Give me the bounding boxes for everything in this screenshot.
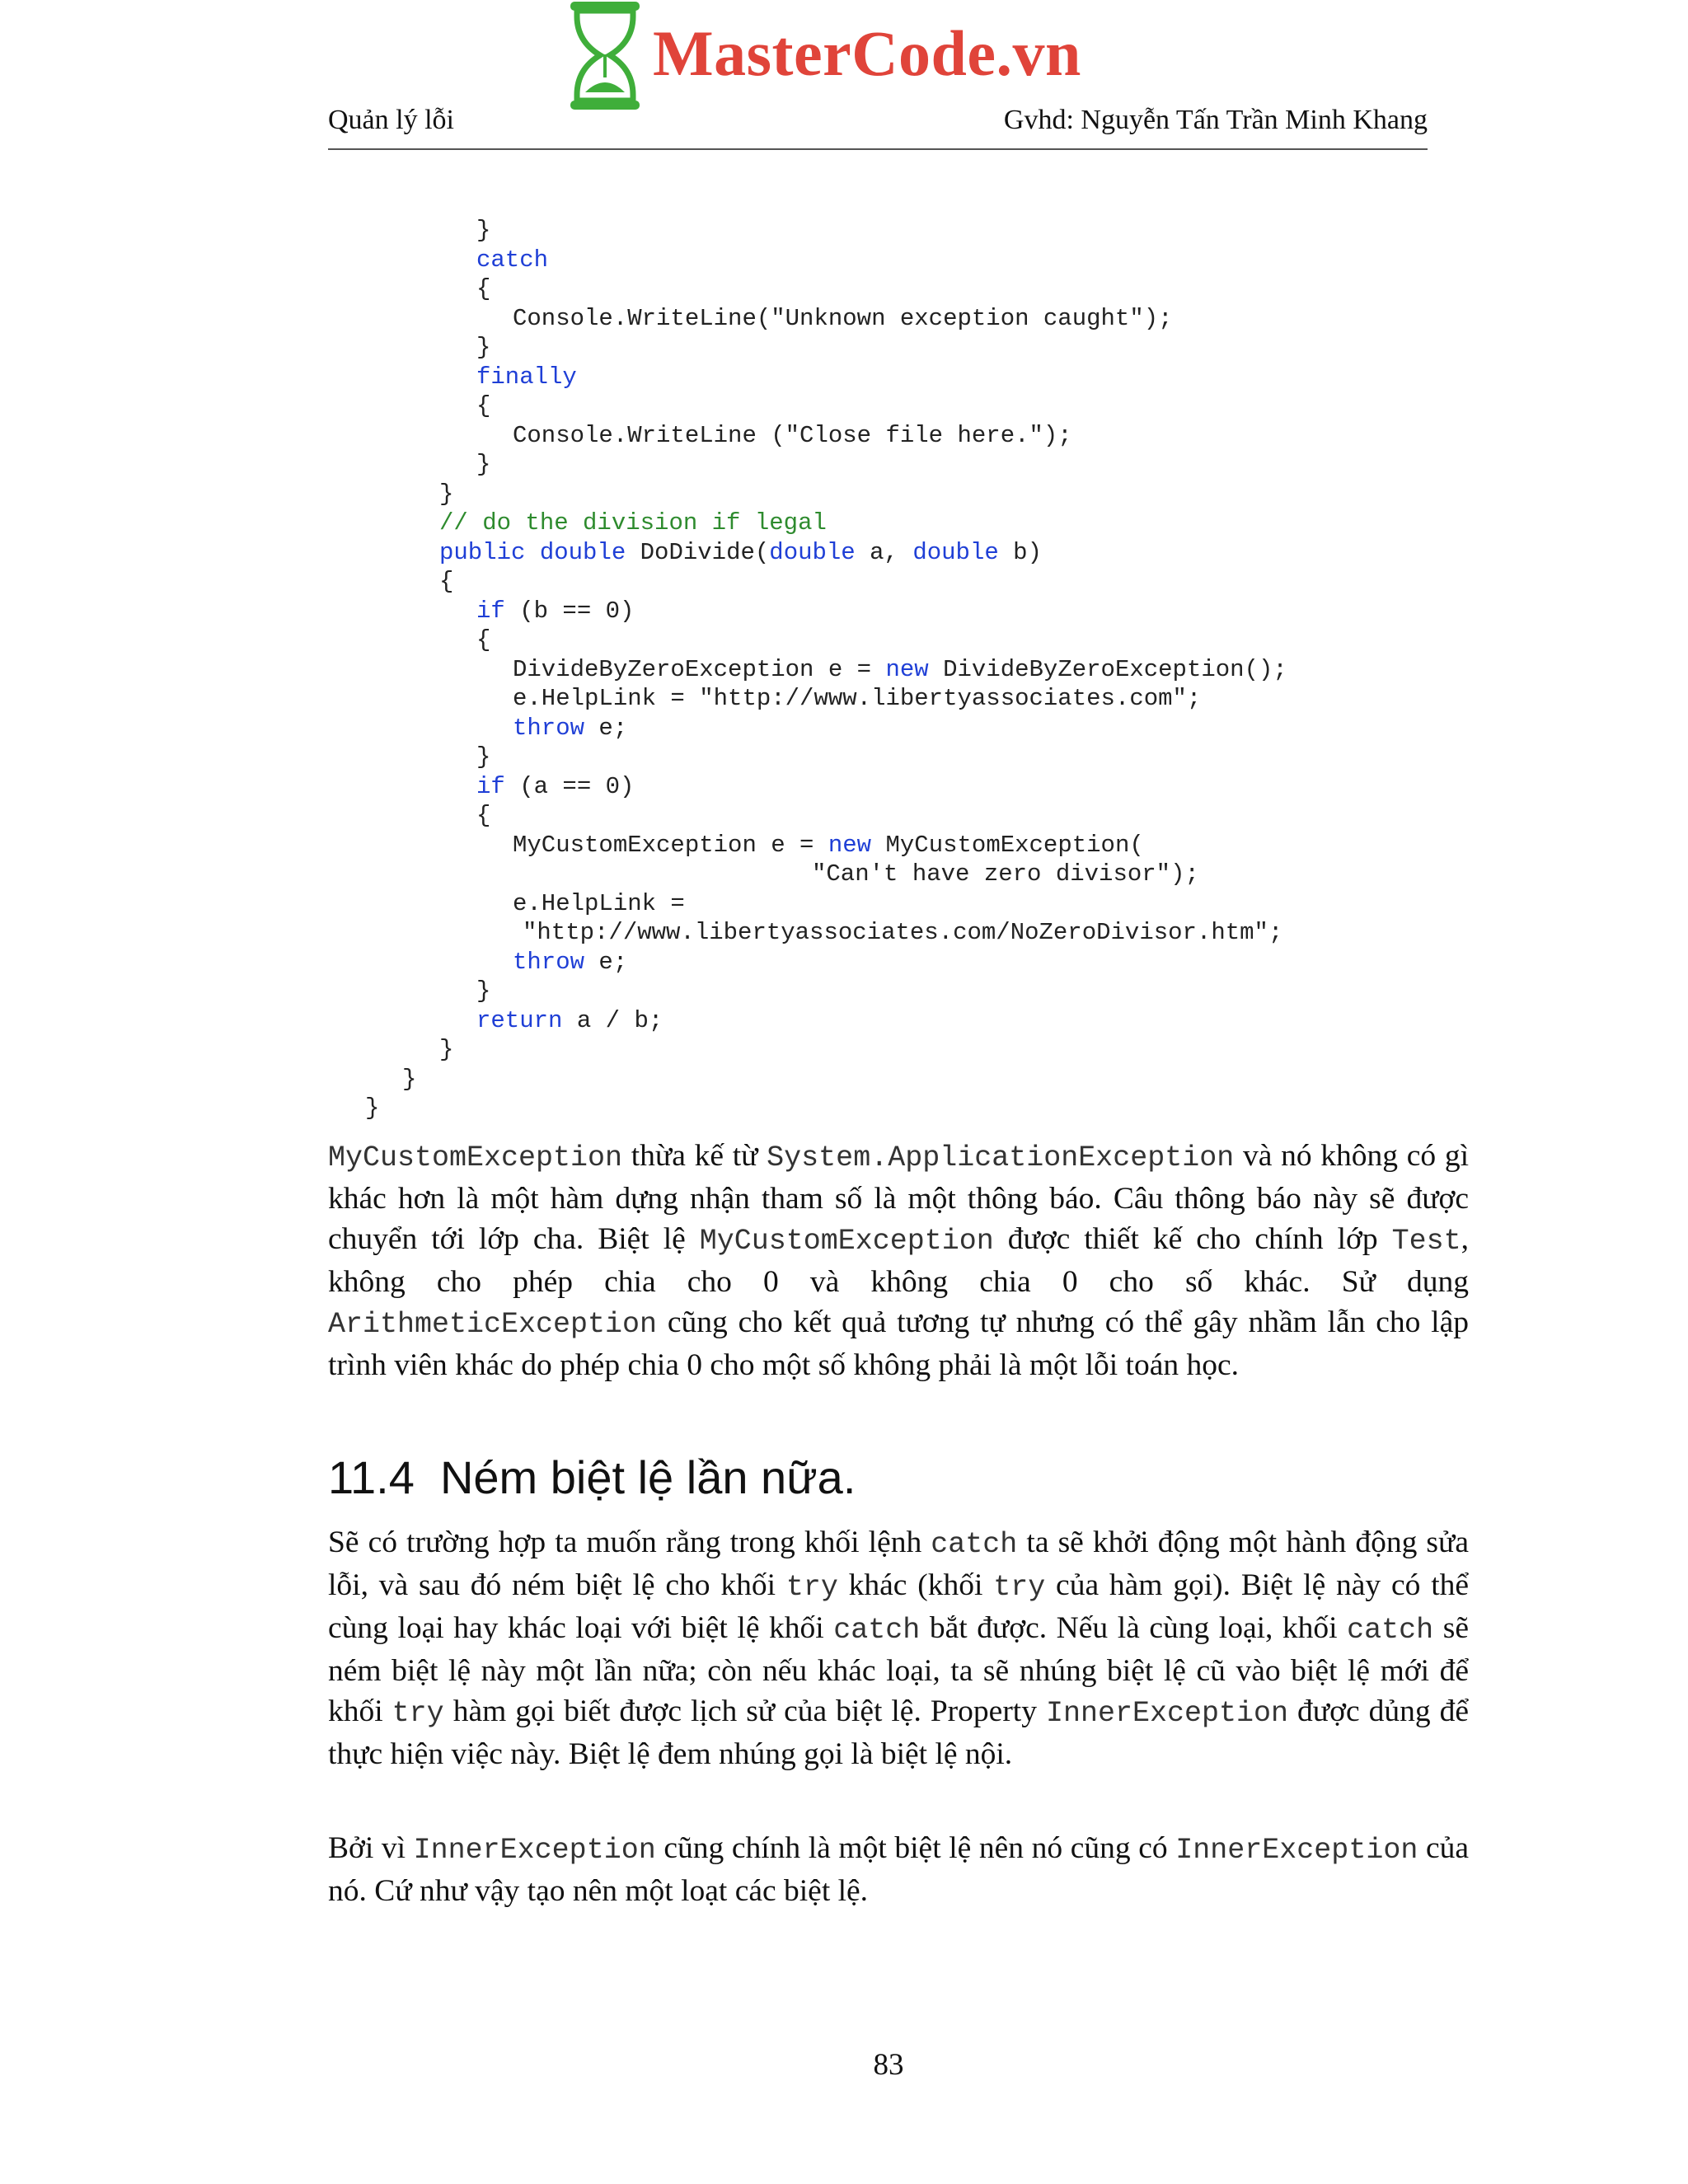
code-line: }: [476, 334, 491, 361]
code-comment: // do the division if legal: [439, 509, 827, 537]
body-paragraph: Sẽ có trường hợp ta muốn rằng trong khối lệnh catch ta sẽ khởi động một hành động sửa lỗi, và sau đó ném biệt lệ cho khối try khác (khối try của hàm gọi). Biệt lệ này có thể cùng loại hay khác loại với biệt lệ khối catch bắt được. Nếu là cùng loại, khối catch sẽ ném biệt lệ này một lần nữa; còn nếu khác loại, ta sẽ nhúng biệt lệ cũ vào biệt lệ mới để khối try hàm gọi biết được lịch sử của biệt lệ. Property InnerException được dủng để thực hiện việc này. Biệt lệ đem nhúng gọi là biệt lệ nội.: [328, 1526, 1470, 1771]
code-line: }: [476, 743, 491, 771]
code-line: {: [476, 802, 491, 829]
header-instructor: Gvhd: Nguyễn Tấn Trần Minh Khang: [1003, 105, 1428, 135]
code-line: finally: [476, 363, 577, 391]
code-line: return a / b;: [476, 1007, 663, 1034]
code-line: throw e;: [513, 949, 628, 976]
code-line: }: [476, 977, 491, 1005]
code-line: {: [476, 392, 491, 419]
code-line: }: [402, 1066, 417, 1093]
page-number: 83: [873, 2048, 904, 2082]
code-line: "Can't have zero divisor");: [812, 860, 1199, 888]
code-line: throw e;: [513, 715, 628, 742]
mastercode-logo: [567, 0, 1081, 111]
code-line: DivideByZeroException e = new DivideByZeroException();: [513, 656, 1287, 683]
hourglass-icon: [567, 0, 643, 111]
code-line: Console.WriteLine("Unknown exception caught");: [513, 305, 1173, 332]
logo-text: MasterCode.vn: [653, 16, 1081, 89]
code-line: MyCustomException e = new MyCustomException(: [513, 832, 1144, 859]
section-heading: 11.4 Ném biệt lệ lần nữa.: [328, 1451, 856, 1503]
code-line: }: [439, 1036, 454, 1063]
body-paragraph: MyCustomException thừa kế từ System.ApplicationException và nó không có gì khác hơn là một hàm dựng nhận tham số là một thông báo. Câu thông báo này sẽ được chuyển tới lớp cha. Biệt lệ MyCustomException được thiết kế cho chính lớp Test, không cho phép chia cho 0 và không chia 0 cho số khác. Sử dụng ArithmeticException cũng cho kết quả tương tự nhưng có thể gây nhầm lẫn cho lập trình viên khác do phép chia 0 cho một số không phải là một lỗi toán học.: [328, 1139, 1469, 1382]
header-chapter-title: Quản lý lỗi: [328, 105, 454, 135]
body-paragraph: Bởi vì InnerException cũng chính là một biệt lệ nên nó cũng có InnerException của nó. Cứ như vậy tạo nên một loạt các biệt lệ.: [328, 1831, 1469, 1908]
code-line: "http://www.libertyassociates.com/NoZeroDivisor.htm";: [523, 919, 1283, 946]
code-line: e.HelpLink = "http://www.libertyassociates.com";: [513, 685, 1202, 712]
code-line: public double DoDivide(double a, double b): [439, 539, 1042, 566]
code-line: {: [476, 626, 491, 654]
code-line: e.HelpLink =: [513, 890, 685, 917]
code-line: Console.WriteLine ("Close file here.");: [513, 422, 1072, 449]
code-line: }: [476, 217, 491, 244]
code-line: {: [476, 275, 491, 302]
code-line: }: [476, 451, 491, 478]
code-line: if (b == 0): [476, 598, 635, 625]
code-line: {: [439, 568, 454, 595]
code-line: }: [365, 1094, 380, 1122]
header-divider: [328, 148, 1428, 150]
code-line: }: [439, 480, 454, 508]
code-line: if (a == 0): [476, 773, 635, 800]
code-line: catch: [476, 246, 549, 274]
